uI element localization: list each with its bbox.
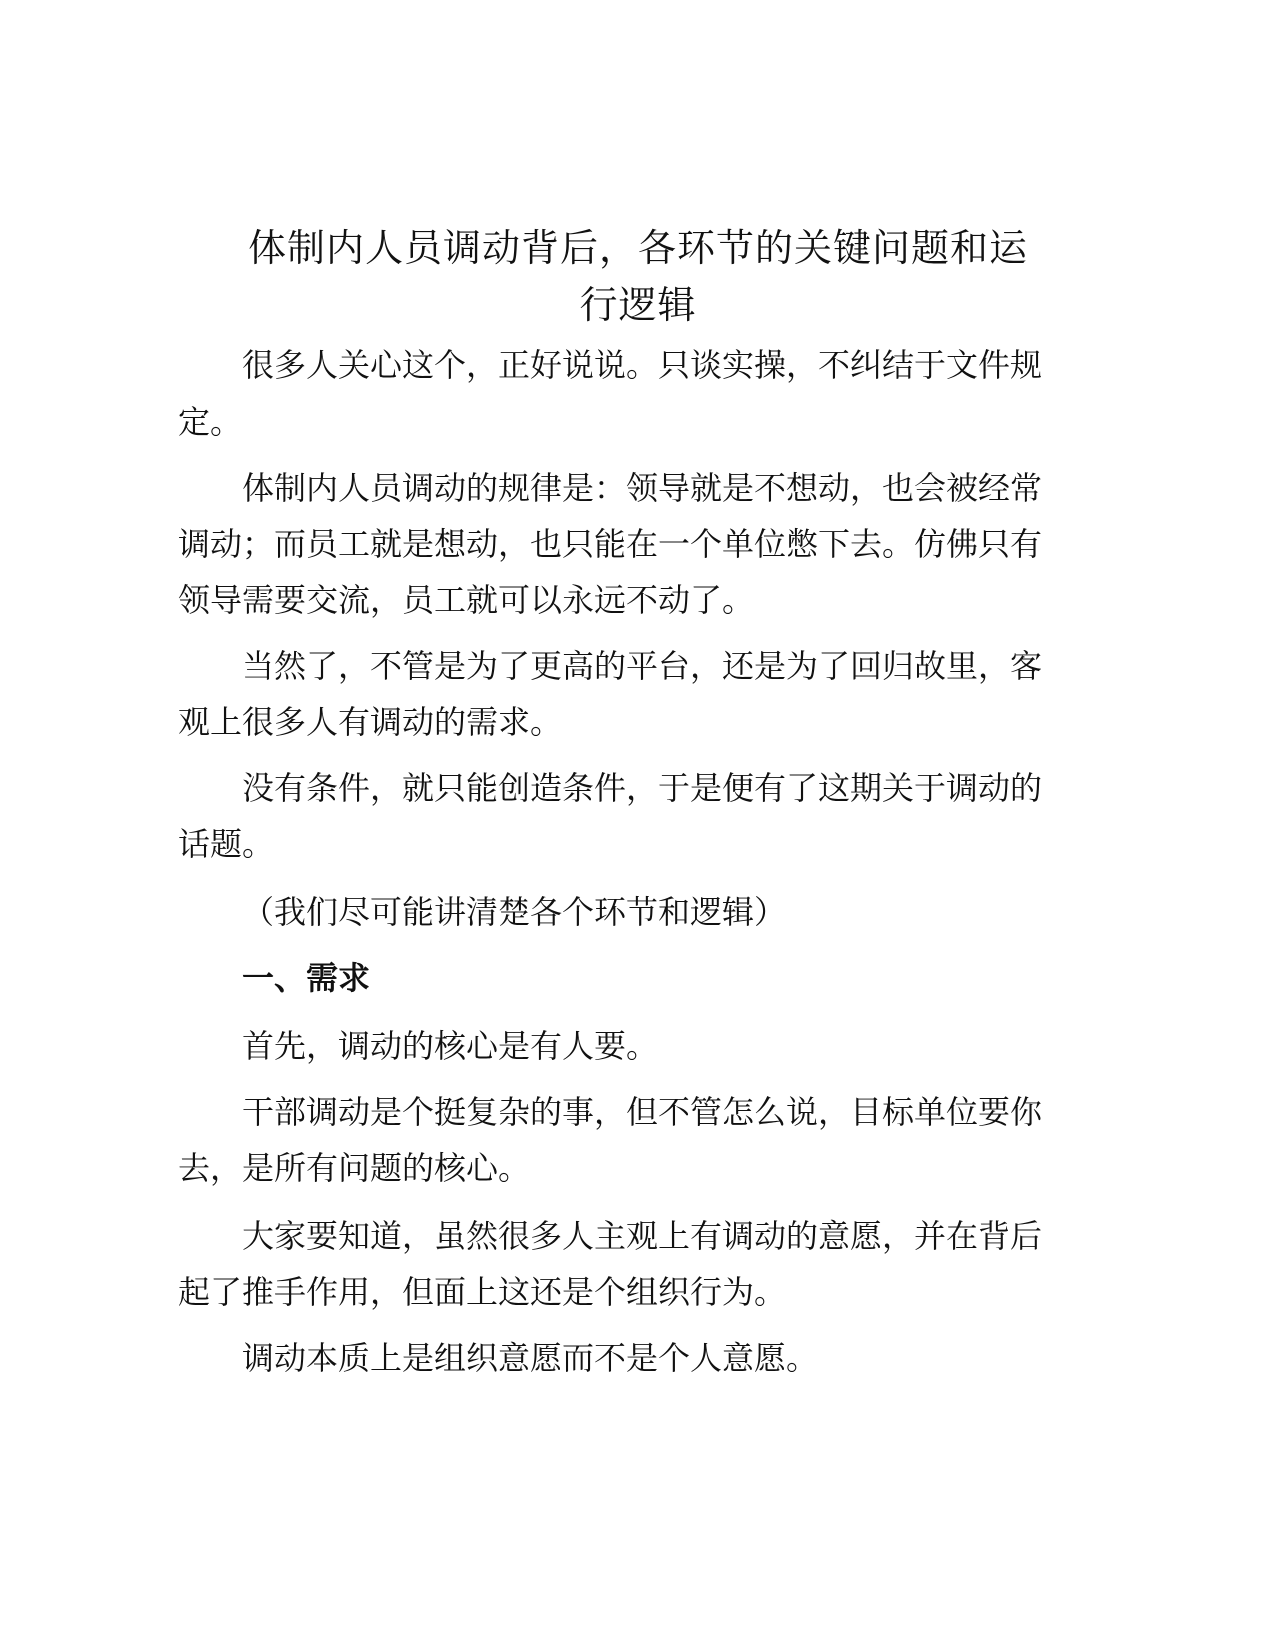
- paragraph-line: 起了推手作用，但面上这还是个组织行为。: [178, 1273, 787, 1311]
- paragraph-line: 调动本质上是组织意愿而不是个人意愿。: [242, 1339, 819, 1377]
- paragraph-line: 领导需要交流，员工就可以永远不动了。: [178, 581, 755, 619]
- paragraph-line: （我们尽可能讲清楚各个环节和逻辑）: [242, 893, 787, 931]
- paragraph-line: 去，是所有问题的核心。: [178, 1149, 531, 1187]
- paragraph-line: 调动；而员工就是想动，也只能在一个单位憋下去。仿佛只有: [178, 525, 1043, 563]
- section-heading: 一、需求: [242, 959, 371, 997]
- paragraph-line: 话题。: [178, 825, 275, 863]
- paragraph-line: 首先，调动的核心是有人要。: [242, 1027, 659, 1065]
- paragraph-line: 大家要知道，虽然很多人主观上有调动的意愿，并在背后: [242, 1217, 1043, 1255]
- document-title-line-2: 行逻辑: [579, 283, 697, 327]
- paragraph-line: 很多人关心这个，正好说说。只谈实操，不纠结于文件规: [242, 346, 1043, 384]
- paragraph-line: 当然了，不管是为了更高的平台，还是为了回归故里，客: [242, 647, 1043, 685]
- paragraph-line: 定。: [178, 403, 243, 441]
- paragraph-line: 体制内人员调动的规律是：领导就是不想动，也会被经常: [242, 469, 1043, 507]
- paragraph-line: 干部调动是个挺复杂的事，但不管怎么说，目标单位要你: [242, 1093, 1043, 1131]
- paragraph-line: 没有条件，就只能创造条件，于是便有了这期关于调动的: [242, 769, 1043, 807]
- document-title-line-1: 体制内人员调动背后，各环节的关键问题和运: [247, 226, 1028, 270]
- paragraph-line: 观上很多人有调动的需求。: [178, 703, 563, 741]
